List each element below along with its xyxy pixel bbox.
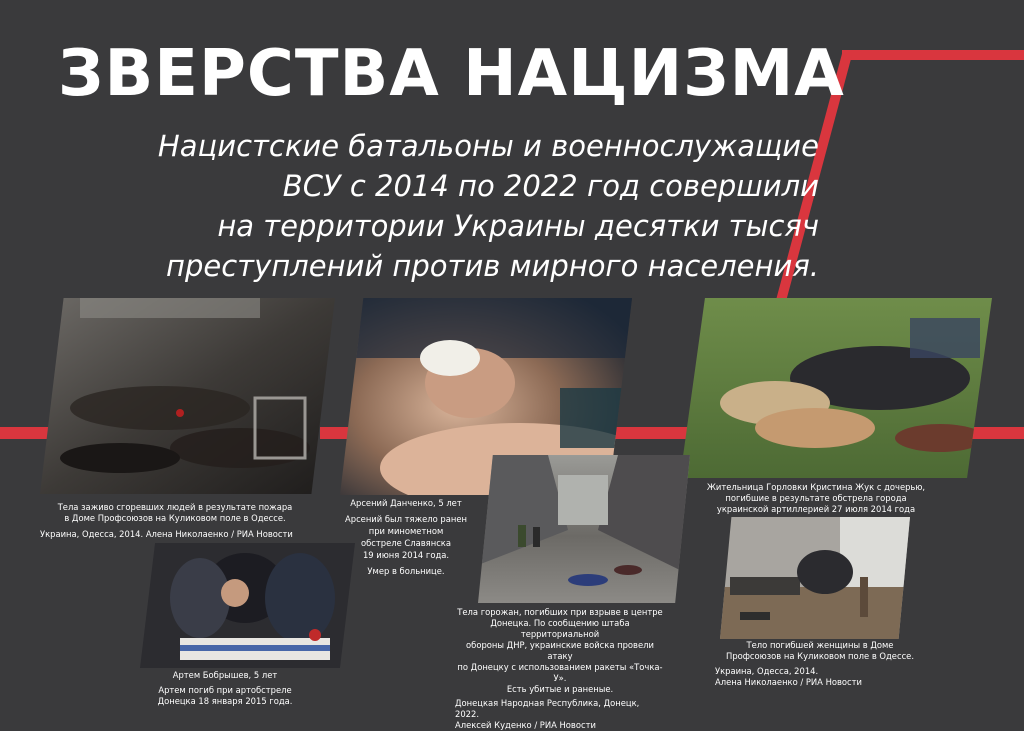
caption-gorlovka — [700, 482, 932, 515]
caption-line: обстреле Славянска — [361, 538, 451, 548]
caption-artem — [140, 670, 310, 707]
caption-line: Донецка 18 января 2015 года. — [157, 696, 293, 706]
caption-line: Есть убитые и раненые. — [506, 684, 614, 694]
caption-line: Арсений Данченко, 5 лет — [350, 498, 462, 508]
caption-line: обороны ДНР, украинские войска провели атаку — [466, 640, 654, 661]
subtitle-line: Нацистские батальоны и военнослужащие — [157, 129, 819, 163]
caption-line: Украина, Одесса, 2014. — [715, 666, 819, 676]
caption-line: Артем Бобрышев, 5 лет — [172, 670, 278, 680]
photo-odessa-fire — [40, 298, 335, 494]
caption-arseniy — [345, 497, 467, 577]
subtitle-line: ВСУ с 2014 по 2022 год совершили — [282, 169, 819, 203]
caption-line: по Донецку с использованием ракеты «Точка-У». — [457, 662, 663, 683]
caption-line: 19 июня 2014 года. — [362, 550, 450, 560]
red-frame-top — [842, 50, 1024, 60]
page-title: ЗВЕРСТВА НАЦИЗМА — [58, 37, 845, 111]
caption-odessa-woman — [715, 640, 925, 688]
caption-line: украинской артиллерией 27 июля 2014 года — [716, 504, 916, 514]
subtitle-line: на территории Украины десятки тысяч — [217, 209, 819, 243]
caption-line: Тело погибшей женщины в Доме — [746, 640, 894, 650]
caption-line: Арсений был тяжело ранен — [345, 514, 467, 524]
caption-line: Донецкая Народная Республика, Донецк, 2022. — [455, 698, 640, 719]
page-subtitle — [158, 126, 819, 286]
caption-line: Алена Николаенко / РИА Новости — [715, 677, 862, 687]
caption-line: Алексей Куденко / РИА Новости — [455, 720, 596, 730]
caption-donetsk — [455, 607, 665, 731]
caption-line: Умер в больнице. — [367, 566, 445, 576]
caption-line: в Доме Профсоюзов на Куликовом поле в Одессе. — [64, 513, 286, 523]
caption-line: Украина, Одесса, 2014. Алена Николаенко / РИА Новости — [40, 529, 293, 539]
photo-donetsk-street — [478, 455, 690, 603]
caption-line: Тела горожан, погибших при взрыве в центре — [457, 607, 663, 617]
caption-line: Профсоюзов на Куликовом поле в Одессе. — [726, 651, 914, 661]
photo-gorlovka — [680, 298, 992, 478]
caption-line: Тела заживо сгоревших людей в результате пожара — [57, 502, 293, 512]
photo-woman-office — [720, 517, 910, 639]
caption-line: погибшие в результате обстрела города — [725, 493, 907, 503]
caption-line: Донецка. По сообщению штаба территориальной — [490, 618, 630, 639]
caption-line: при минометном — [368, 526, 444, 536]
photo-funeral — [140, 543, 355, 668]
caption-line: Жительница Горловки Кристина Жук с дочерью, — [706, 482, 926, 492]
subtitle-line: преступлений против мирного населения. — [166, 249, 819, 283]
caption-odessa-fire — [40, 502, 310, 540]
caption-line: Артем погиб при артобстреле — [158, 685, 292, 695]
